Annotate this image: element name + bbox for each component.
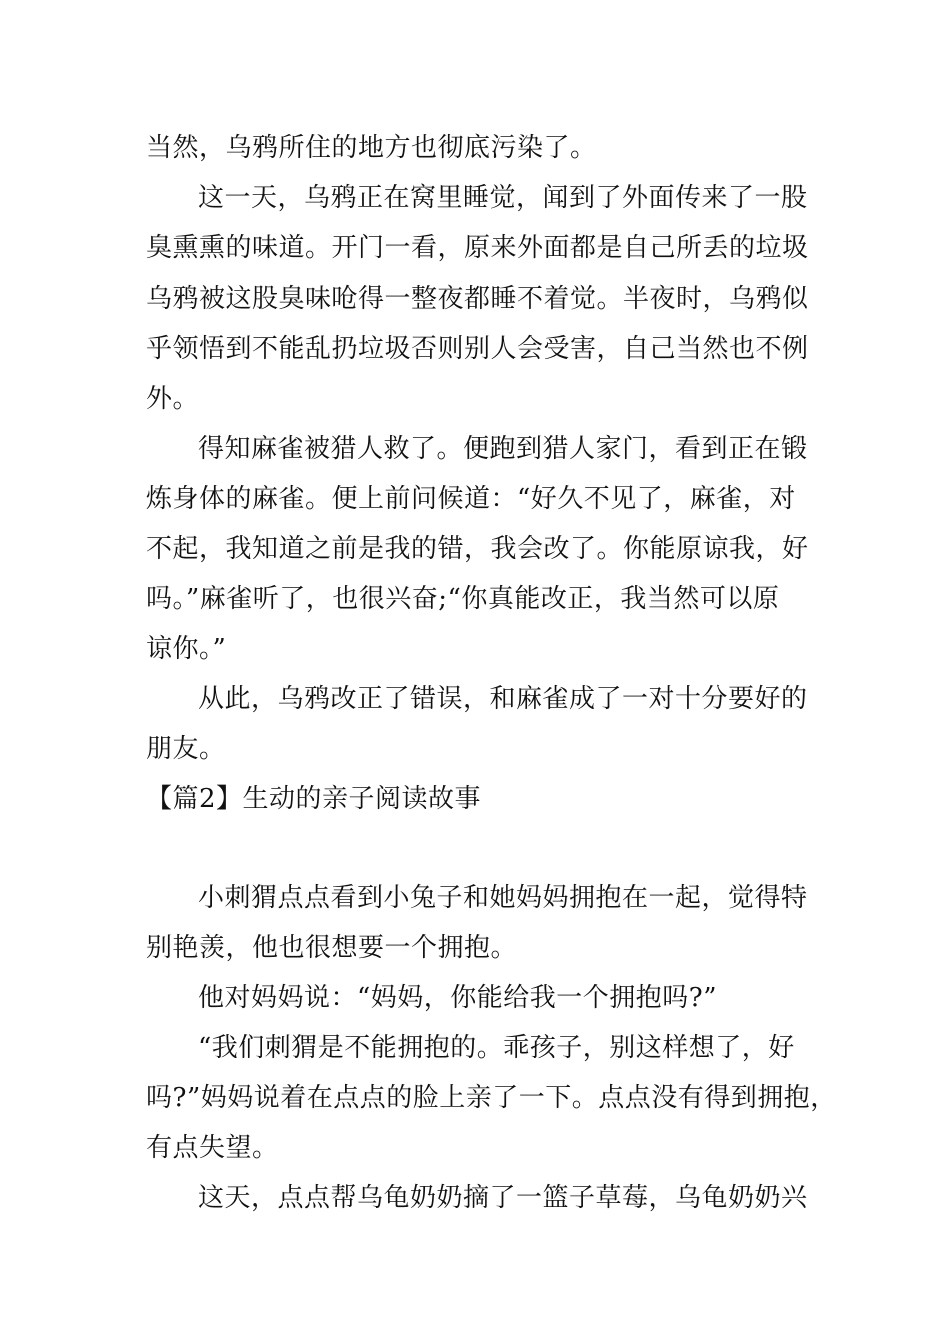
text-line: 别艳羡，他也很想要一个拥抱。 [146, 933, 518, 963]
text-line: 乎领悟到不能乱扔垃圾否则别人会受害，自己当然也不例 [146, 334, 809, 364]
text-line: 这一天，乌鸦正在窝里睡觉，闻到了外面传来了一股 [198, 183, 808, 213]
text-line: 吗。”麻雀听了，也很兴奋;“你真能改正，我当然可以原 [146, 584, 780, 614]
text-line: 臭熏熏的味道。开门一看，原来外面都是自己所丢的垃圾 [146, 233, 809, 263]
text-line: 从此，乌鸦改正了错误，和麻雀成了一对十分要好的 [198, 684, 808, 714]
text-line: 不起，我知道之前是我的错，我会改了。你能原谅我，好 [146, 534, 809, 564]
text-line: 有点失望。 [146, 1133, 279, 1163]
section-heading: 【篇2】生动的亲子阅读故事 [146, 784, 482, 814]
text-line: 谅你。” [146, 634, 227, 664]
text-line: 外。 [146, 384, 200, 414]
text-line: 得知麻雀被猎人救了。便跑到猎人家门，看到正在锻 [198, 434, 808, 464]
text-line: 炼身体的麻雀。便上前问候道：“好久不见了，麻雀，对 [146, 484, 796, 514]
text-line: 吗?”妈妈说着在点点的脸上亲了一下。点点没有得到拥抱， [146, 1083, 837, 1113]
text-line: 他对妈妈说：“妈妈，你能给我一个拥抱吗?” [198, 983, 718, 1013]
text-line: 这天，点点帮乌龟奶奶摘了一篮子草莓，乌龟奶奶兴 [198, 1183, 808, 1213]
text-line: 乌鸦被这股臭味呛得一整夜都睡不着觉。半夜时，乌鸦似 [146, 284, 809, 314]
text-line: 朋友。 [146, 734, 226, 764]
text-line: 小刺猬点点看到小兔子和她妈妈拥抱在一起，觉得特 [198, 883, 808, 913]
text-line: 当然，乌鸦所住的地方也彻底污染了。 [146, 133, 597, 163]
text-line: “我们刺猬是不能拥抱的。乖孩子，别这样想了，好 [198, 1033, 795, 1063]
